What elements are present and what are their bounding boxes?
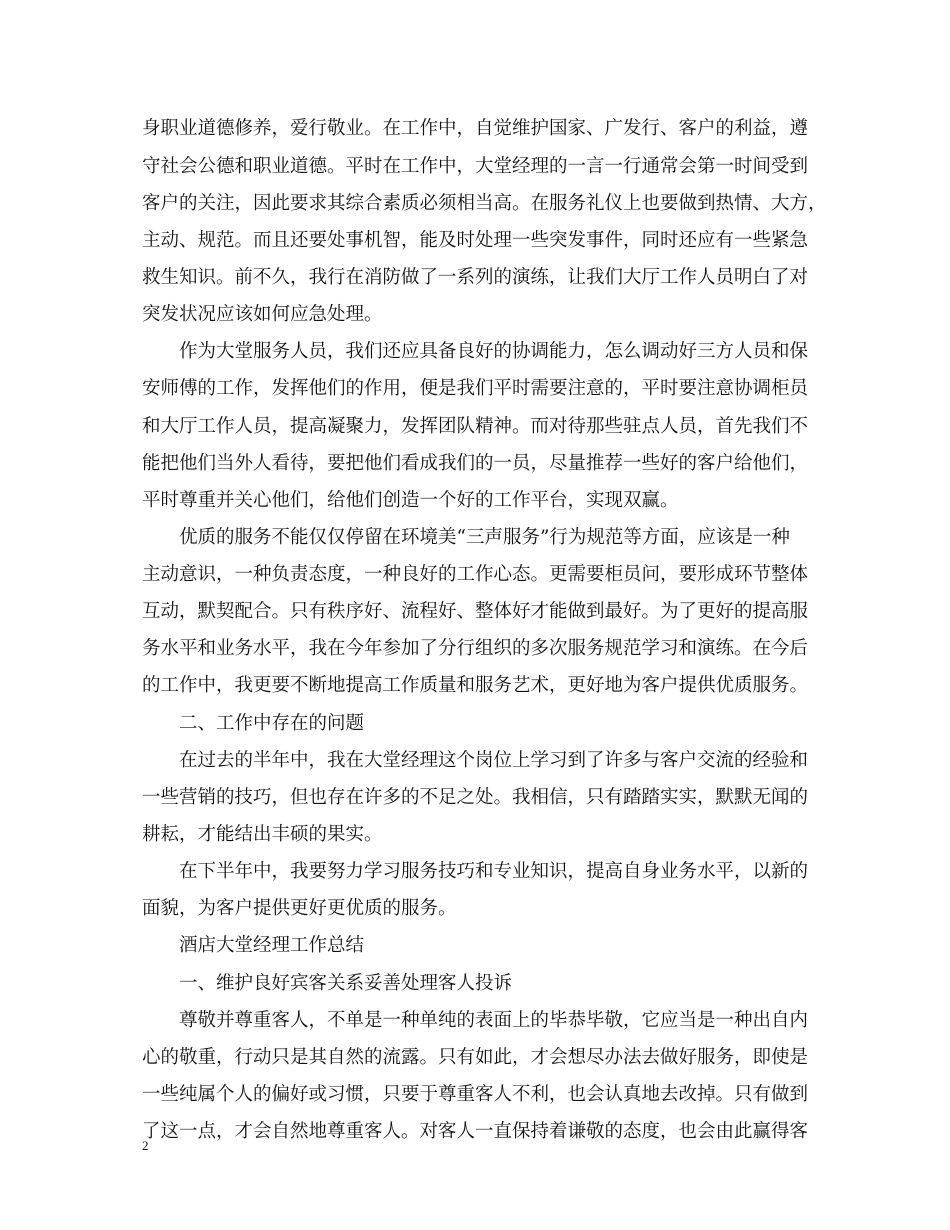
text-line: 突发状况应该如何应急处理。 bbox=[142, 304, 383, 325]
text-line: 和大厅工作人员，提高凝聚力，发挥团队精神。而对待那些驻点人员，首先我们不 bbox=[142, 416, 809, 437]
text-line: 一些纯属个人的偏好或习惯，只要于尊重客人不利，也会认真地去改掉。只有做到 bbox=[142, 1084, 809, 1105]
text-line: 平时尊重并关心他们，给他们创造一个好的工作平台，实现双赢。 bbox=[142, 490, 679, 511]
text-line: 了这一点，才会自然地尊重客人。对客人一直保持着谦敬的态度，也会由此赢得客 bbox=[142, 1121, 809, 1142]
paragraph-first-line: 优质的服务不能仅仅停留在环境美“三声服务”行为规范等方面，应该是一种 bbox=[179, 527, 790, 548]
text-line: 主动、规范。而且还要处事机智，能及时处理一些突发事件，同时还应有一些紧急 bbox=[142, 230, 809, 251]
text-line: 客户的关注，因此要求其综合素质必须相当高。在服务礼仪上也要做到热情、大方， bbox=[142, 193, 827, 214]
text-line: 一些营销的技巧，但也存在许多的不足之处。我相信，只有踏踏实实，默默无闻的 bbox=[142, 787, 809, 808]
text-line: 面貌，为客户提供更好更优质的服务。 bbox=[142, 898, 457, 919]
text-line: 心的敬重，行动只是其自然的流露。只有如此，才会想尽办法去做好服务，即使是 bbox=[142, 1047, 809, 1068]
text-line: 主动意识，一种负责态度，一种良好的工作心态。更需要柜员问，要形成环节整体 bbox=[142, 564, 809, 585]
paragraph-first-line: 在下半年中，我要努力学习服务技巧和专业知识，提高自身业务水平，以新的 bbox=[179, 861, 809, 882]
text-line: 能把他们当外人看待，要把他们看成我们的一员，尽量推荐一些好的客户给他们， bbox=[142, 453, 809, 474]
text-line: 守社会公德和职业道德。平时在工作中，大堂经理的一言一行通常会第一时间受到 bbox=[142, 156, 809, 177]
document-title: 酒店大堂经理工作总结 bbox=[179, 935, 365, 956]
text-line: 互动，默契配合。只有秩序好、流程好、整体好才能做到最好。为了更好的提高服 bbox=[142, 601, 809, 622]
text-line: 身职业道德修养，爱行敬业。在工作中，自觉维护国家、广发行、客户的利益，遵 bbox=[142, 118, 809, 139]
text-line: 务水平和业务水平，我在今年参加了分行组织的多次服务规范学习和演练。在今后 bbox=[142, 638, 809, 659]
paragraph-first-line: 作为大堂服务人员，我们还应具备良好的协调能力，怎么调动好三方人员和保 bbox=[179, 341, 809, 362]
page-number: 2 bbox=[142, 1138, 149, 1153]
paragraph-first-line: 尊敬并尊重客人，不单是一种单纯的表面上的毕恭毕敬，它应当是一种出自内 bbox=[179, 1010, 809, 1031]
text-line: 耕耘，才能结出丰硕的果实。 bbox=[142, 824, 383, 845]
section-heading: 二、工作中存在的问题 bbox=[179, 713, 365, 734]
section-heading: 一、维护良好宾客关系妥善处理客人投诉 bbox=[179, 973, 513, 994]
text-line: 的工作中，我更要不断地提高工作质量和服务艺术，更好地为客户提供优质服务。 bbox=[142, 675, 809, 696]
paragraph-first-line: 在过去的半年中，我在大堂经理这个岗位上学习到了许多与客户交流的经验和 bbox=[179, 750, 809, 771]
text-line: 救生知识。前不久，我行在消防做了一系列的演练，让我们大厅工作人员明白了对 bbox=[142, 267, 809, 288]
text-line: 安师傅的工作，发挥他们的作用，便是我们平时需要注意的，平时要注意协调柜员 bbox=[142, 378, 809, 399]
